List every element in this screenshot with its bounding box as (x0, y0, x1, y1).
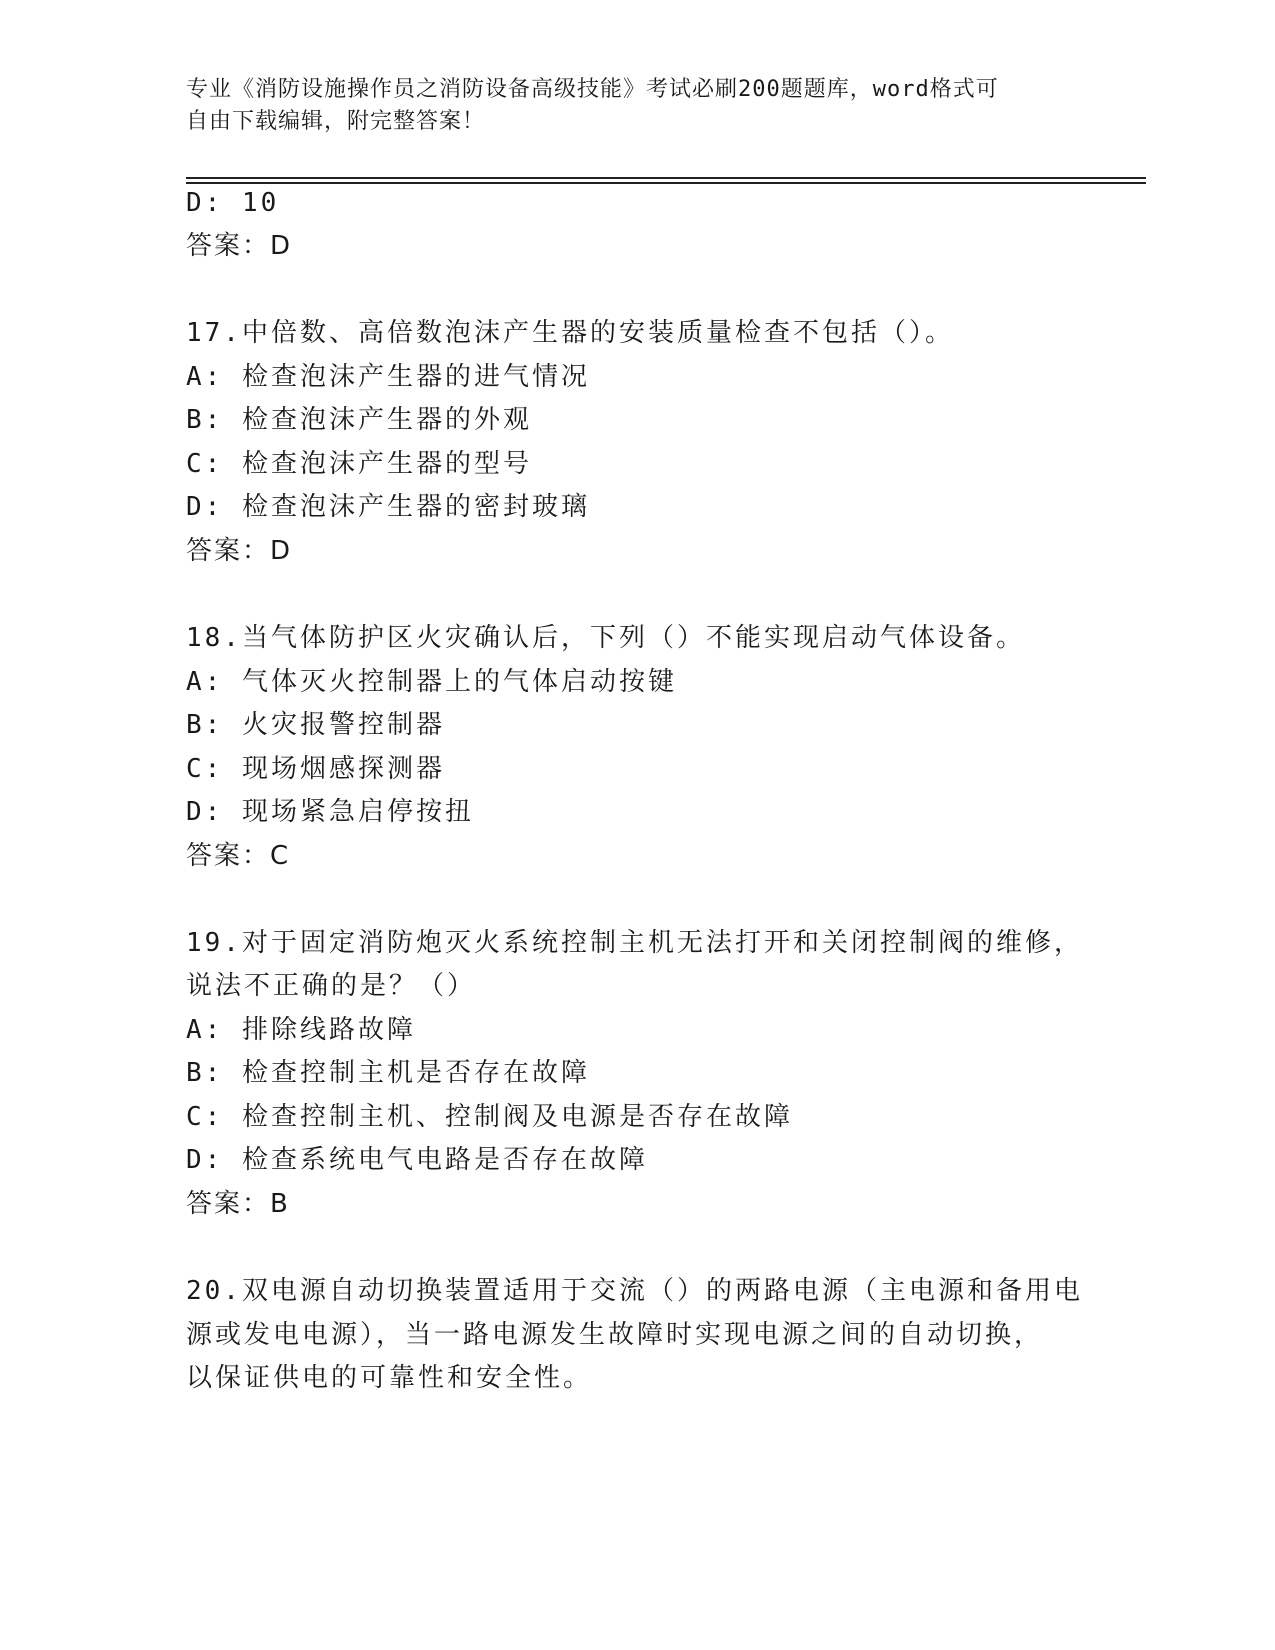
q17-answer: 答案：D (186, 536, 293, 566)
q18-stem: 18.当气体防护区火灾确认后，下列（）不能实现启动气体设备。 (186, 623, 1025, 653)
header-line-2: 自由下载编辑，附完整答案！ (186, 109, 486, 134)
q19-option-b: B: 检查控制主机是否存在故障 (186, 1058, 590, 1088)
q17-option-d: D: 检查泡沫产生器的密封玻璃 (186, 492, 590, 522)
q19-stem-line-1: 19.对于固定消防炮灭火系统控制主机无法打开和关闭控制阀的维修， (186, 928, 1083, 958)
q20-stem-line-3: 以保证供电的可靠性和安全性。 (186, 1363, 593, 1393)
q18-option-d: D: 现场紧急启停按扭 (186, 797, 474, 827)
q18-option-a: A: 气体灭火控制器上的气体启动按键 (186, 667, 677, 697)
q20-stem-line-2: 源或发电电源），当一路电源发生故障时实现电源之间的自动切换， (186, 1320, 1044, 1350)
q16-option-d: D: 10 (186, 188, 280, 218)
header-rule-bottom (186, 182, 1146, 184)
q16-answer: 答案：D (186, 231, 293, 261)
q18-answer: 答案：C (186, 841, 291, 871)
q19-option-a: A: 排除线路故障 (186, 1015, 416, 1045)
q20-stem-line-1: 20.双电源自动切换装置适用于交流（）的两路电源（主电源和备用电 (186, 1276, 1083, 1306)
q18-option-c: C: 现场烟感探测器 (186, 754, 445, 784)
header-rule-top (186, 177, 1146, 179)
q17-option-a: A: 检查泡沫产生器的进气情况 (186, 362, 590, 392)
q19-option-d: D: 检查系统电气电路是否存在故障 (186, 1145, 648, 1175)
header-line-1: 专业《消防设施操作员之消防设备高级技能》考试必刷200题题库，word格式可 (186, 77, 999, 102)
q17-option-b: B: 检查泡沫产生器的外观 (186, 405, 532, 435)
q19-option-c: C: 检查控制主机、控制阀及电源是否存在故障 (186, 1102, 793, 1132)
q17-option-c: C: 检查泡沫产生器的型号 (186, 449, 532, 479)
q17-stem: 17.中倍数、高倍数泡沫产生器的安装质量检查不包括（）。 (186, 318, 954, 348)
q19-answer: 答案：B (186, 1189, 290, 1219)
document-header (186, 74, 1086, 138)
q18-option-b: B: 火灾报警控制器 (186, 710, 445, 740)
q19-stem-line-2: 说法不正确的是？（） (186, 971, 477, 1001)
